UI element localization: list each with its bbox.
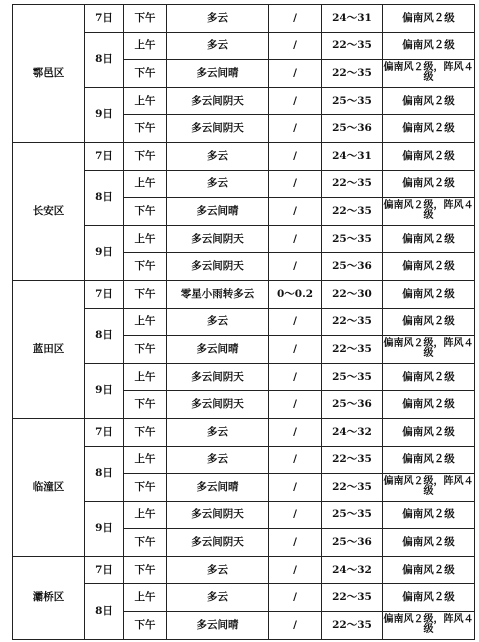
- wind-cell: 偏南风２级: [383, 501, 475, 529]
- table-row: [13, 5, 475, 33]
- table-row: [13, 142, 475, 170]
- table-row: [13, 280, 475, 308]
- district-cell: 灞桥区: [13, 556, 85, 639]
- period-cell: 下午: [124, 556, 167, 584]
- wind-cell: 偏南风２级，阵风４级: [383, 336, 475, 364]
- table-row: [13, 556, 475, 584]
- rain-cell: 0～0.2: [269, 280, 322, 308]
- weather-cell: 多云间晴: [167, 612, 269, 640]
- temperature-cell: 24～32: [322, 418, 383, 446]
- wind-cell: 偏南风２级: [383, 253, 475, 281]
- temperature-cell: 25～35: [322, 87, 383, 115]
- temperature-cell: 22～35: [322, 308, 383, 336]
- weather-cell: 多云间阴天: [167, 363, 269, 391]
- district-cell: 长安区: [13, 142, 85, 280]
- rain-cell: /: [269, 115, 322, 143]
- temperature-cell: 22～35: [322, 336, 383, 364]
- wind-cell: 偏南风２级: [383, 308, 475, 336]
- wind-cell: 偏南风２级，阵风４级: [383, 60, 475, 88]
- date-cell: 9日: [85, 501, 124, 556]
- rain-cell: /: [269, 612, 322, 640]
- weather-cell: 多云间晴: [167, 198, 269, 226]
- wind-cell: 偏南风２级: [383, 280, 475, 308]
- date-cell: 8日: [85, 308, 124, 363]
- period-cell: 下午: [124, 474, 167, 502]
- temperature-cell: 22～35: [322, 198, 383, 226]
- weather-cell: 多云间阴天: [167, 115, 269, 143]
- wind-cell: 偏南风２级: [383, 584, 475, 612]
- weather-cell: 多云间阴天: [167, 87, 269, 115]
- rain-cell: /: [269, 142, 322, 170]
- date-cell: 8日: [85, 32, 124, 87]
- rain-cell: /: [269, 60, 322, 88]
- wind-cell: 偏南风２级: [383, 363, 475, 391]
- temperature-cell: 25～36: [322, 529, 383, 557]
- weather-cell: 多云: [167, 32, 269, 60]
- period-cell: 下午: [124, 418, 167, 446]
- wind-cell: 偏南风２级，阵风４级: [383, 612, 475, 640]
- date-cell: 7日: [85, 280, 124, 308]
- date-cell: 7日: [85, 556, 124, 584]
- period-cell: 上午: [124, 501, 167, 529]
- weather-cell: 多云: [167, 5, 269, 33]
- weather-cell: 多云间阴天: [167, 501, 269, 529]
- temperature-cell: 22～35: [322, 32, 383, 60]
- wind-cell: 偏南风２级: [383, 5, 475, 33]
- weather-cell: 多云间晴: [167, 474, 269, 502]
- temperature-cell: 25～35: [322, 363, 383, 391]
- period-cell: 上午: [124, 87, 167, 115]
- wind-cell: 偏南风２级: [383, 170, 475, 198]
- period-cell: 下午: [124, 280, 167, 308]
- rain-cell: /: [269, 170, 322, 198]
- rain-cell: /: [269, 308, 322, 336]
- date-cell: 7日: [85, 142, 124, 170]
- period-cell: 上午: [124, 32, 167, 60]
- period-cell: 下午: [124, 253, 167, 281]
- wind-cell: 偏南风２级: [383, 225, 475, 253]
- date-cell: 8日: [85, 446, 124, 501]
- period-cell: 下午: [124, 198, 167, 226]
- rain-cell: /: [269, 225, 322, 253]
- wind-cell: 偏南风２级: [383, 32, 475, 60]
- rain-cell: /: [269, 336, 322, 364]
- forecast-table: [12, 4, 475, 640]
- wind-cell: 偏南风２级，阵风４级: [383, 474, 475, 502]
- date-cell: 7日: [85, 418, 124, 446]
- rain-cell: /: [269, 529, 322, 557]
- temperature-cell: 22～30: [322, 280, 383, 308]
- weather-cell: 多云间阴天: [167, 225, 269, 253]
- period-cell: 上午: [124, 363, 167, 391]
- temperature-cell: 25～36: [322, 253, 383, 281]
- wind-cell: 偏南风２级: [383, 418, 475, 446]
- weather-cell: 多云间晴: [167, 60, 269, 88]
- period-cell: 下午: [124, 391, 167, 419]
- date-cell: 8日: [85, 584, 124, 639]
- date-cell: 9日: [85, 363, 124, 418]
- period-cell: 下午: [124, 5, 167, 33]
- district-cell: 蓝田区: [13, 280, 85, 418]
- rain-cell: /: [269, 584, 322, 612]
- temperature-cell: 22～35: [322, 170, 383, 198]
- period-cell: 下午: [124, 612, 167, 640]
- period-cell: 下午: [124, 142, 167, 170]
- rain-cell: /: [269, 556, 322, 584]
- period-cell: 上午: [124, 170, 167, 198]
- rain-cell: /: [269, 32, 322, 60]
- temperature-cell: 25～36: [322, 115, 383, 143]
- weather-cell: 零星小雨转多云: [167, 280, 269, 308]
- temperature-cell: 24～32: [322, 556, 383, 584]
- forecast-table-body: [13, 5, 475, 640]
- wind-cell: 偏南风２级: [383, 142, 475, 170]
- rain-cell: /: [269, 5, 322, 33]
- rain-cell: /: [269, 87, 322, 115]
- wind-cell: 偏南风２级: [383, 556, 475, 584]
- temperature-cell: 25～36: [322, 391, 383, 419]
- period-cell: 上午: [124, 308, 167, 336]
- district-cell: 鄠邑区: [13, 5, 85, 143]
- temperature-cell: 22～35: [322, 612, 383, 640]
- weather-cell: 多云间阴天: [167, 253, 269, 281]
- rain-cell: /: [269, 446, 322, 474]
- temperature-cell: 22～35: [322, 60, 383, 88]
- rain-cell: /: [269, 253, 322, 281]
- rain-cell: /: [269, 391, 322, 419]
- date-cell: 8日: [85, 170, 124, 225]
- district-cell: 临潼区: [13, 418, 85, 556]
- wind-cell: 偏南风２级: [383, 391, 475, 419]
- date-cell: 9日: [85, 87, 124, 142]
- rain-cell: /: [269, 501, 322, 529]
- temperature-cell: 25～35: [322, 501, 383, 529]
- temperature-cell: 24～31: [322, 142, 383, 170]
- date-cell: 9日: [85, 225, 124, 280]
- period-cell: 下午: [124, 336, 167, 364]
- temperature-cell: 25～35: [322, 225, 383, 253]
- temperature-cell: 22～35: [322, 446, 383, 474]
- wind-cell: 偏南风２级，阵风４级: [383, 198, 475, 226]
- rain-cell: /: [269, 198, 322, 226]
- table-row: [13, 418, 475, 446]
- weather-cell: 多云: [167, 308, 269, 336]
- weather-cell: 多云: [167, 584, 269, 612]
- period-cell: 上午: [124, 446, 167, 474]
- weather-cell: 多云: [167, 556, 269, 584]
- period-cell: 下午: [124, 529, 167, 557]
- temperature-cell: 22～35: [322, 584, 383, 612]
- weather-cell: 多云: [167, 170, 269, 198]
- temperature-cell: 22～35: [322, 474, 383, 502]
- temperature-cell: 24～31: [322, 5, 383, 33]
- rain-cell: /: [269, 363, 322, 391]
- period-cell: 上午: [124, 225, 167, 253]
- weather-cell: 多云间晴: [167, 336, 269, 364]
- weather-cell: 多云间阴天: [167, 529, 269, 557]
- weather-cell: 多云: [167, 446, 269, 474]
- wind-cell: 偏南风２级: [383, 115, 475, 143]
- period-cell: 下午: [124, 115, 167, 143]
- weather-cell: 多云间阴天: [167, 391, 269, 419]
- rain-cell: /: [269, 418, 322, 446]
- date-cell: 7日: [85, 5, 124, 33]
- weather-cell: 多云: [167, 418, 269, 446]
- rain-cell: /: [269, 474, 322, 502]
- wind-cell: 偏南风２级: [383, 87, 475, 115]
- wind-cell: 偏南风２级: [383, 446, 475, 474]
- period-cell: 上午: [124, 584, 167, 612]
- wind-cell: 偏南风２级: [383, 529, 475, 557]
- weather-cell: 多云: [167, 142, 269, 170]
- period-cell: 下午: [124, 60, 167, 88]
